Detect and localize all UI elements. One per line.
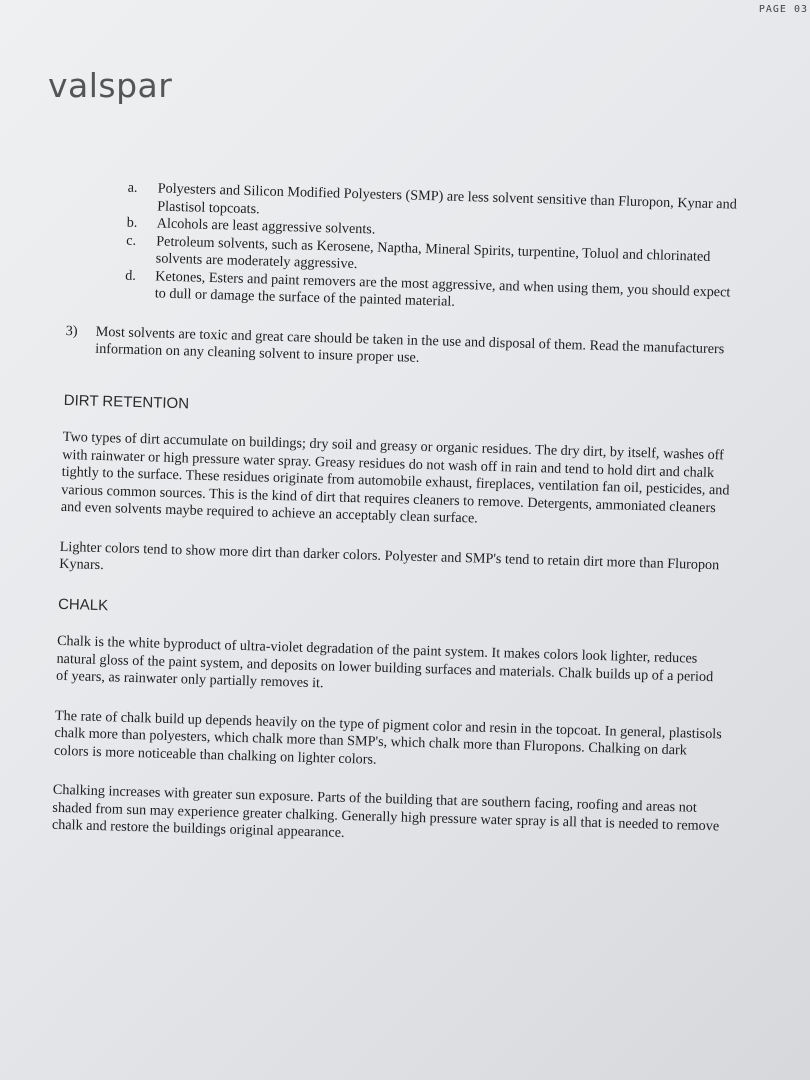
point-number: 3): [65, 322, 78, 339]
paragraph: Two types of dirt accumulate on buildings; dry soil and greasy or organic residues. The dry dirt, by itself, washes off with rainwater or high pressure water spray. Greasy residues do not wash off in rain and tend to hold dirt and chalk tightly to the surface. These residues originate from automobile exhaust, fireplaces, ventilation fan oil, pesticides, and various common sources. This is the kind of dirt that requires cleaners to remove. Detergents, ammoniated cleaners and even solvents maybe required to achieve an acceptably clean surface.: [60, 428, 730, 527]
paragraph: Chalking increases with greater sun exposure. Parts of the building that are southern facing, roofing and areas not shaded from sun may experience greater chalking. Generally high pressure water spray is all that is needed to remove chalk and restore the buildings original appearance.: [51, 781, 720, 841]
paragraph: Chalk is the white byproduct of ultra-violet degradation of the paint system. It makes colors look lighter, reduces natural gloss of the paint system, and deposits on lower building surfaces and materials. Chalk builds up of a period of years, as rainwater only partially removes it.: [55, 632, 714, 692]
valspar-logo: valspar: [48, 66, 173, 105]
solvent-list: [125, 180, 740, 320]
list-marker: c.: [126, 232, 137, 249]
document-body: [51, 178, 740, 875]
point-text: Most solvents are toxic and great care should be taken in the use and disposal of them. Read the manufacturers information on any cleaning solvent to insure proper use.: [95, 323, 725, 366]
list-item-text: Ketones, Esters and paint removers are the most aggressive, and when using them, you should expect to dull or damage the surface of the painted material.: [154, 267, 731, 310]
paragraph: Lighter colors tend to show more dirt than darker colors. Polyester and SMP's tend to retain dirt more than Fluropon Kynars.: [58, 538, 720, 574]
list-item-text: Alcohols are least aggressive solvents.: [156, 215, 376, 238]
numbered-point: [65, 322, 736, 376]
list-item-text: Petroleum solvents, such as Kerosene, Naptha, Mineral Spirits, turpentine, Toluol and chlorinated solvents are moderately aggressive.: [155, 232, 711, 273]
list-marker: d.: [125, 267, 137, 284]
section-heading-dirt-retention: DIRT RETENTION: [63, 391, 190, 412]
page-number: PAGE 03: [758, 4, 808, 15]
section-heading-chalk: CHALK: [57, 595, 109, 614]
list-marker: a.: [127, 179, 138, 196]
list-marker: b.: [126, 214, 138, 231]
paragraph: The rate of chalk build up depends heavily on the type of pigment color and resin in the topcoat. In general, plastisols chalk more than polyesters, which chalk more than SMP's, which chalk more than Fluropons. Chalking on dark colors is more noticeable than chalking on lighter colors.: [53, 707, 722, 768]
list-item-text: Polyesters and Silicon Modified Polyesters (SMP) are less solvent sensitive than Fluropon, Kynar and Plastisol topcoats.: [157, 180, 738, 217]
